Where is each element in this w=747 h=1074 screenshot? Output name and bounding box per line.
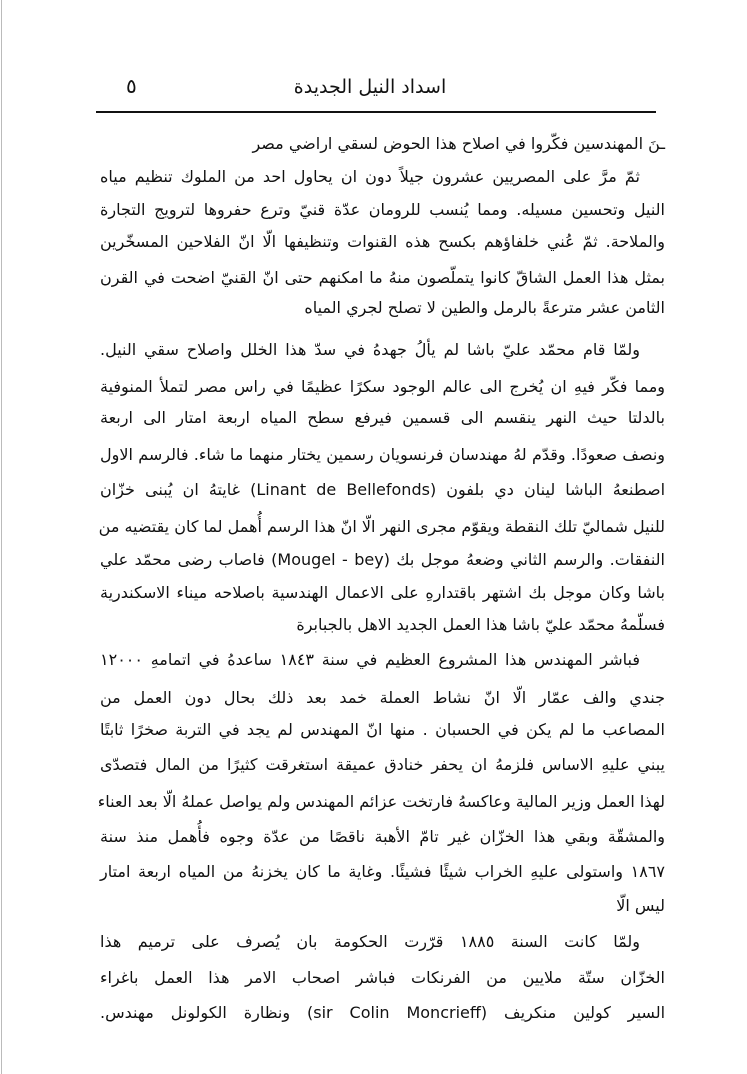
text-line: النيل وتحسين مسيله. ومما يُنسب للرومان عدّة قنيّ وترع حفروها لترويج التجارة — [100, 200, 665, 219]
text-line: النفقات. والرسم الثاني وضعهُ موجل بك (Mougel - bey) فاصاب رضى محمّد علي — [100, 550, 666, 569]
text-line: فباشر المهندس هذا المشروع العظيم في سنة ١٨٤٣ ساعدهُ في اتمامهِ ١٢٠٠٠ — [100, 650, 640, 669]
text-line: فسلّمهُ محمّد عليّ باشا هذا العمل الجديد الاهل بالجبابرة — [296, 615, 665, 634]
text-line: بمثل هذا العمل الشاقّ كانوا يتملّصون منهُ ما امكنهم حتى انّ القنيّ اضحت في القرن — [100, 268, 665, 287]
text-line: ونصف صعودًا. وقدّم لهُ مهندسان فرنسويان رسمين يختار منهما ما شاء. فالرسم الاول — [100, 445, 665, 464]
text-line: الثامن عشر مترعةً بالرمل والطين لا تصلح لجري المياه — [304, 298, 665, 317]
text-line: بالدلتا حيث النهر ينقسم الى قسمين فيرفع سطح المياه اربعة امتار الى اربعة — [100, 408, 665, 427]
page-number: ٥ — [126, 74, 137, 98]
text-line: اصطنعهُ الباشا لينان دي بلفون (Linant de Bellefonds) غايتهُ ان يُبنى خزّان — [100, 480, 666, 499]
text-line: يبني عليهِ الاساس فلزمهُ ان يحفر خنادق عميقة استغرقت كثيرًا من المال فتصدّى — [100, 755, 665, 774]
header-rule — [96, 111, 656, 113]
text-line: والملاحة. ثمّ عُني خلفاؤهم بكسح هذه القنوات وتنظيفها الّا انّ الفلاحين المسخّرين — [100, 232, 665, 251]
text-line: ليس الّا — [616, 896, 665, 915]
text-line: باشا وكان موجل بك اشتهر باقتدارهِ على الاعمال الهندسية باصلاحه ميناء الاسكندرية — [100, 583, 665, 602]
text-line: ومما فكّر فيهِ ان يُخرج الى عالم الوجود سكرًا عظيمًا في راس مصر لتملأ المنوفية — [100, 377, 665, 396]
running-header: اسداد النيل الجديدة — [293, 76, 447, 98]
text-line: جندي والف عمّار الّا انّ نشاط العملة خمد بعد ذلك بحال دون العمل من — [100, 688, 665, 707]
text-line: السير كولين منكريف (sir Colin Moncrieff) ونظارة الكولونل مهندس. — [100, 1003, 666, 1022]
text-line: والمشقّة وبقي هذا الخزّان غير تامّ الأهبة ناقصًا من عدّة وجوه فأُهمل منذ سنة — [100, 827, 665, 846]
text-line: ١٨٦٧ واستولى عليهِ الخراب شيئًا فشيئًا. وغاية ما كان يخزنهُ من المياه اربعة امتار — [100, 862, 665, 881]
text-line: ـنَ المهندسين فكّروا في اصلاح هذا الحوض لسقي اراضي مصر — [252, 134, 665, 153]
text-line: ولمّا كانت السنة ١٨٨٥ قرّرت الحكومة بان يُصرف على ترميم هذا — [100, 932, 641, 951]
page-border — [1, 0, 2, 1074]
text-line: ولمّا قام محمّد عليّ باشا لم يألُ جهدهُ في سدّ هذا الخلل واصلاح سقي النيل. — [100, 340, 640, 359]
text-line: للنيل شماليّ تلك النقطة ويقوّم مجرى النهر الّا انّ هذا الرسم أُهمل لما كان يقتضيه من — [98, 517, 665, 536]
text-line: الخزّان ستّة ملايين من الفرنكات فباشر اصحاب الامر هذا العمل باغراء — [100, 968, 665, 987]
text-line: ثمّ مرَّ على المصريين عشرون جيلاً دون ان يحاول احد من الملوك تنظيم مياه — [100, 167, 640, 186]
text-line: لهذا العمل وزير المالية وعاكسهُ فارتخت عزائم المهندس ولم يواصل عملهُ الّا بعد العناء — [97, 792, 665, 811]
text-line: المصاعب ما لم يكن في الحسبان . منها انّ المهندس لم يجد في التربة صخرًا ثابتًا — [100, 720, 665, 739]
